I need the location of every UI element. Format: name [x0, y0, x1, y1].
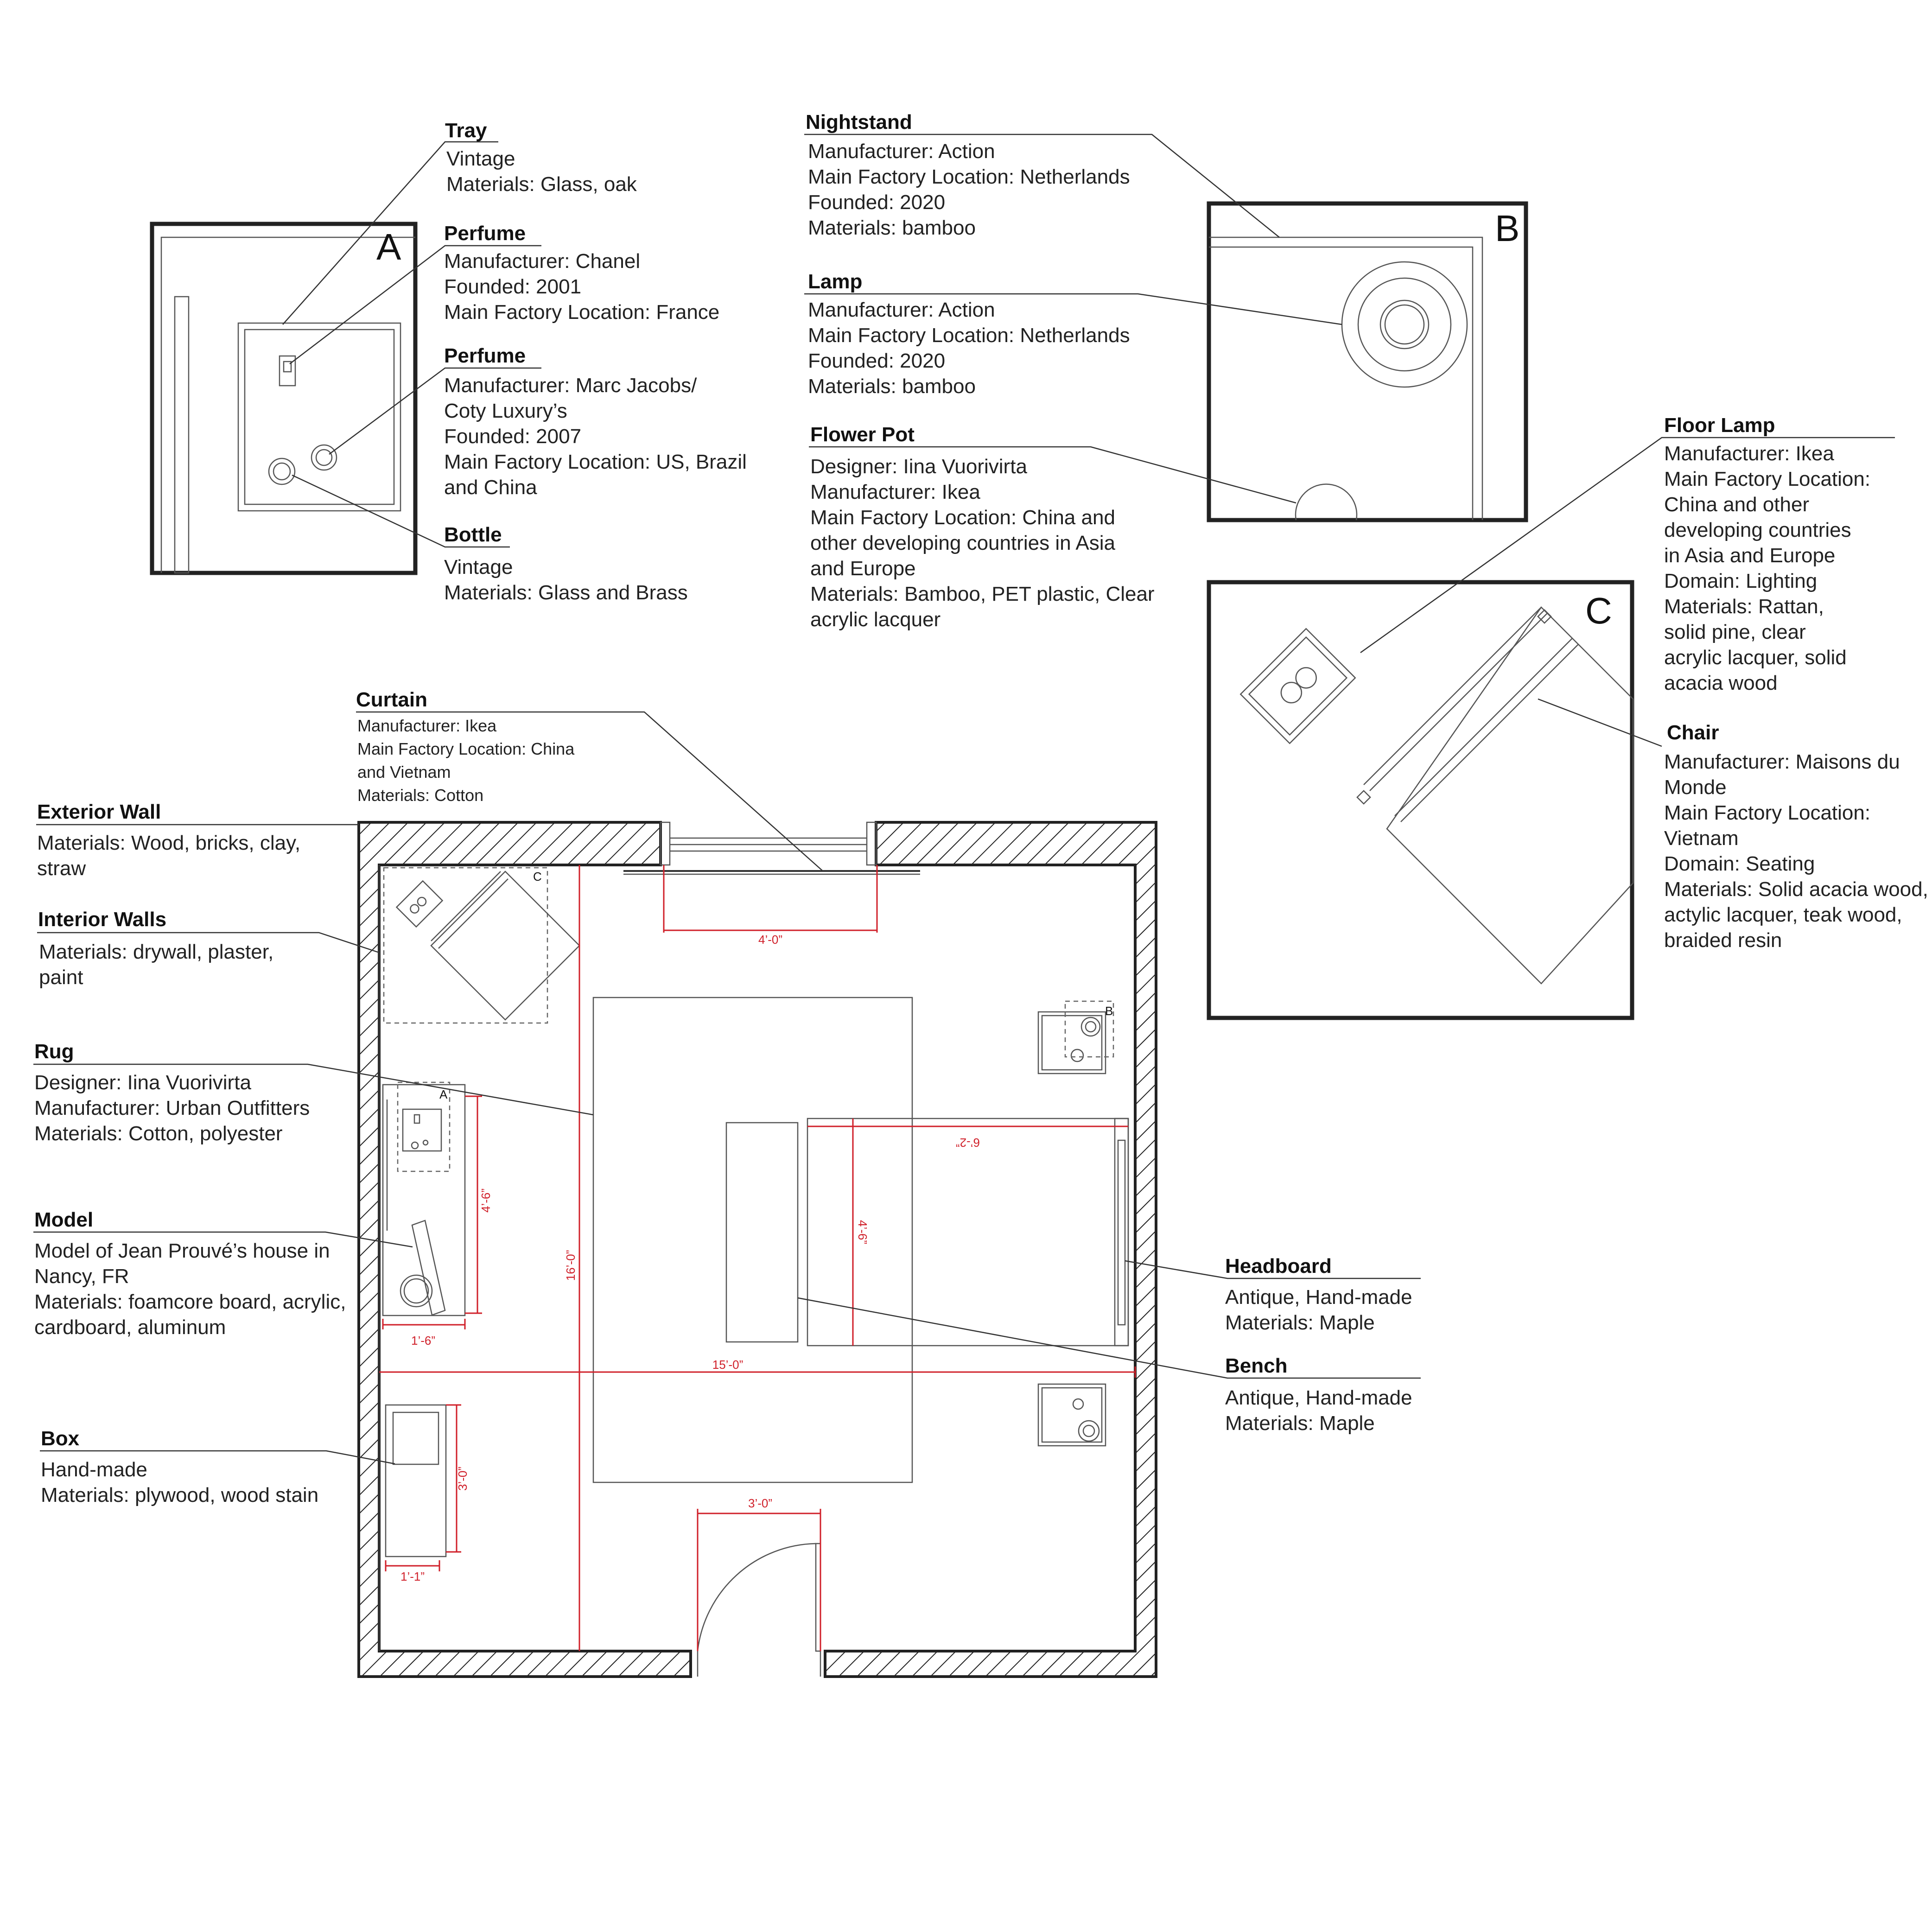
svg-text:straw: straw — [37, 857, 86, 880]
svg-text:Designer: Iina Vuorivirta: Designer: Iina Vuorivirta — [810, 455, 1027, 478]
svg-text:Materials: bamboo: Materials: bamboo — [808, 216, 976, 239]
svg-text:Main Factory Location: China a: Main Factory Location: China and — [810, 506, 1115, 529]
detail-a — [152, 224, 415, 573]
headboard — [1115, 1119, 1128, 1346]
corner-c — [384, 868, 579, 1023]
svg-text:Manufacturer: Ikea: Manufacturer: Ikea — [357, 716, 497, 735]
svg-text:Domain: Lighting: Domain: Lighting — [1664, 570, 1818, 592]
annotation-title: Headboard — [1225, 1255, 1332, 1277]
svg-text:Main Factory Location: France: Main Factory Location: France — [444, 301, 720, 324]
svg-text:Main Factory Location:: Main Factory Location: — [1664, 801, 1871, 824]
svg-text:Materials: drywall, plaster,: Materials: drywall, plaster, — [39, 941, 274, 963]
svg-text:China and other: China and other — [1664, 493, 1810, 516]
annotation-floor-lamp — [1664, 414, 1870, 694]
svg-text:braided resin: braided resin — [1664, 929, 1782, 952]
annotation-flower-pot — [810, 423, 1155, 631]
svg-text:Materials: Rattan,: Materials: Rattan, — [1664, 595, 1824, 618]
detail-c-letter: C — [1585, 590, 1612, 631]
svg-text:Main Factory Location:: Main Factory Location: — [1664, 468, 1871, 490]
dim-bed-length: 6’-2” — [955, 1136, 980, 1150]
svg-text:Materials: Solid acacia wood,: Materials: Solid acacia wood, — [1664, 878, 1928, 901]
svg-text:Manufacturer: Urban Outfitters: Manufacturer: Urban Outfitters — [34, 1097, 310, 1119]
detail-c — [1209, 582, 1633, 1018]
svg-text:Materials: Bamboo, PET plastic: Materials: Bamboo, PET plastic, Clear — [810, 583, 1155, 605]
svg-text:Domain: Seating: Domain: Seating — [1664, 852, 1815, 875]
plan-marker-b: B — [1105, 1004, 1113, 1018]
svg-text:Vintage: Vintage — [446, 147, 515, 170]
svg-text:and China: and China — [444, 476, 537, 499]
detail-b-frame — [1209, 203, 1526, 520]
svg-text:Antique, Hand-made: Antique, Hand-made — [1225, 1286, 1412, 1309]
nightstand-top — [1038, 1001, 1113, 1074]
annotation-rug — [34, 1040, 310, 1145]
svg-text:Materials: Glass, oak: Materials: Glass, oak — [446, 173, 637, 196]
svg-text:Manufacturer: Chanel: Manufacturer: Chanel — [444, 250, 641, 273]
svg-text:Main Factory Location: Netherl: Main Factory Location: Netherlands — [808, 165, 1130, 188]
dim-room-width: 15’-0” — [712, 1358, 744, 1372]
annotation-title: Perfume — [444, 344, 526, 367]
svg-text:developing countries: developing countries — [1664, 519, 1851, 541]
annotation-curtain — [356, 688, 575, 805]
svg-text:Materials: plywood, wood stain: Materials: plywood, wood stain — [41, 1484, 319, 1506]
svg-text:Main Factory Location: Netherl: Main Factory Location: Netherlands — [808, 324, 1130, 347]
svg-text:Manufacturer: Marc Jacobs/: Manufacturer: Marc Jacobs/ — [444, 374, 697, 397]
svg-text:Materials: bamboo: Materials: bamboo — [808, 375, 976, 398]
svg-text:Manufacturer: Action: Manufacturer: Action — [808, 140, 995, 163]
svg-text:Model of Jean Prouvé’s house i: Model of Jean Prouvé’s house in — [34, 1239, 330, 1262]
exterior-wall — [359, 822, 1156, 1677]
annotation-title: Lamp — [808, 270, 863, 293]
dim-shelf-length: 4’-6” — [479, 1188, 493, 1213]
annotation-title: Model — [34, 1208, 94, 1231]
annotation-exterior-wall — [37, 801, 300, 880]
dim-box-width: 1’-1” — [400, 1570, 425, 1583]
annotation-title: Nightstand — [806, 111, 912, 133]
svg-text:Manufacturer: Maisons du: Manufacturer: Maisons du — [1664, 750, 1900, 773]
detail-a-letter: A — [376, 226, 401, 267]
svg-text:Founded: 2001: Founded: 2001 — [444, 275, 582, 298]
svg-text:Founded: 2020: Founded: 2020 — [808, 350, 946, 372]
svg-text:in Asia and Europe: in Asia and Europe — [1664, 544, 1836, 567]
plan-marker-a: A — [439, 1087, 448, 1101]
bed — [807, 1119, 1128, 1346]
floor-plan — [359, 822, 1156, 1677]
svg-text:Materials: Glass and Brass: Materials: Glass and Brass — [444, 581, 688, 604]
svg-text:solid pine, clear: solid pine, clear — [1664, 621, 1806, 643]
svg-text:and Europe: and Europe — [810, 557, 916, 580]
annotation-perfume-chanel — [444, 222, 719, 324]
annotation-model — [34, 1208, 346, 1339]
svg-text:Founded: 2007: Founded: 2007 — [444, 425, 582, 448]
svg-text:Materials: Cotton, polyester: Materials: Cotton, polyester — [34, 1122, 283, 1145]
bench — [726, 1123, 798, 1342]
dim-door-width: 3’-0” — [748, 1496, 773, 1510]
svg-text:Main Factory Location: US, Bra: Main Factory Location: US, Brazil — [444, 451, 747, 473]
detail-c-frame — [1209, 582, 1632, 1018]
annotation-bottle — [444, 523, 688, 604]
svg-text:Coty Luxury’s: Coty Luxury’s — [444, 400, 567, 422]
door — [698, 1544, 820, 1677]
annotation-title: Curtain — [356, 688, 427, 711]
shelf-a — [383, 1082, 465, 1316]
svg-text:Manufacturer: Action: Manufacturer: Action — [808, 299, 995, 321]
dim-window-width: 4’-0” — [758, 933, 783, 947]
dim-box-length: 3’-0” — [456, 1466, 470, 1491]
annotation-bench — [1225, 1354, 1412, 1435]
svg-text:cardboard, aluminum: cardboard, aluminum — [34, 1316, 226, 1339]
svg-text:other developing countries in: other developing countries in Asia — [810, 532, 1115, 554]
annotation-title: Rug — [34, 1040, 74, 1063]
svg-text:Materials: Wood, bricks, clay,: Materials: Wood, bricks, clay, — [37, 832, 301, 854]
svg-text:Vietnam: Vietnam — [1664, 827, 1739, 850]
svg-text:Monde: Monde — [1664, 776, 1727, 799]
detail-b — [1209, 203, 1526, 520]
annotation-title: Interior Walls — [38, 908, 167, 931]
svg-text:paint: paint — [39, 966, 83, 989]
annotation-lamp — [808, 270, 1130, 398]
svg-text:Materials: foamcore board, acr: Materials: foamcore board, acrylic, — [34, 1290, 346, 1313]
annotation-interior-walls — [38, 908, 273, 989]
svg-text:Vintage: Vintage — [444, 556, 513, 578]
svg-text:Nancy, FR: Nancy, FR — [34, 1265, 129, 1288]
annotation-box — [41, 1427, 318, 1506]
plan-marker-c: C — [533, 870, 542, 883]
box — [386, 1405, 446, 1557]
annotation-nightstand — [806, 111, 1130, 239]
svg-text:Materials: Maple: Materials: Maple — [1225, 1412, 1375, 1435]
dimensions — [379, 865, 1135, 1651]
dim-bed-width: 4’-6” — [856, 1220, 870, 1245]
annotation-title: Exterior Wall — [37, 801, 161, 823]
svg-text:acacia wood: acacia wood — [1664, 672, 1778, 694]
svg-text:acrylic lacquer: acrylic lacquer — [810, 608, 941, 631]
svg-text:Main Factory Location: China: Main Factory Location: China — [357, 739, 575, 758]
annotation-headboard — [1225, 1255, 1412, 1334]
svg-text:Hand-made: Hand-made — [41, 1458, 147, 1481]
nightstand-bottom — [1038, 1384, 1106, 1446]
annotation-title: Bottle — [444, 523, 502, 546]
svg-text:Materials: Maple: Materials: Maple — [1225, 1311, 1375, 1334]
annotation-tray — [445, 119, 637, 196]
annotation-title: Perfume — [444, 222, 526, 245]
svg-text:and Vietnam: and Vietnam — [357, 763, 451, 782]
dim-shelf-width: 1’-6” — [411, 1334, 436, 1347]
svg-text:Designer: Iina Vuorivirta: Designer: Iina Vuorivirta — [34, 1071, 251, 1094]
svg-text:actylic lacquer, teak wood,: actylic lacquer, teak wood, — [1664, 903, 1902, 926]
svg-text:Manufacturer: Ikea: Manufacturer: Ikea — [1664, 442, 1834, 465]
svg-text:acrylic lacquer, solid: acrylic lacquer, solid — [1664, 646, 1847, 669]
svg-text:Materials: Cotton: Materials: Cotton — [357, 786, 484, 805]
annotation-title: Chair — [1667, 721, 1719, 744]
annotation-title: Floor Lamp — [1664, 414, 1775, 437]
detail-a-frame — [152, 224, 415, 573]
annotation-title: Bench — [1225, 1354, 1288, 1377]
dim-room-depth: 16’-0” — [564, 1250, 578, 1281]
annotation-chair — [1664, 721, 1928, 952]
annotation-title: Box — [41, 1427, 80, 1450]
annotation-title: Flower Pot — [810, 423, 915, 446]
svg-text:Antique, Hand-made: Antique, Hand-made — [1225, 1386, 1412, 1409]
detail-b-letter: B — [1495, 208, 1520, 249]
svg-text:Manufacturer: Ikea: Manufacturer: Ikea — [810, 481, 980, 503]
annotation-title: Tray — [445, 119, 487, 142]
svg-text:Founded: 2020: Founded: 2020 — [808, 191, 946, 214]
window — [661, 822, 876, 865]
